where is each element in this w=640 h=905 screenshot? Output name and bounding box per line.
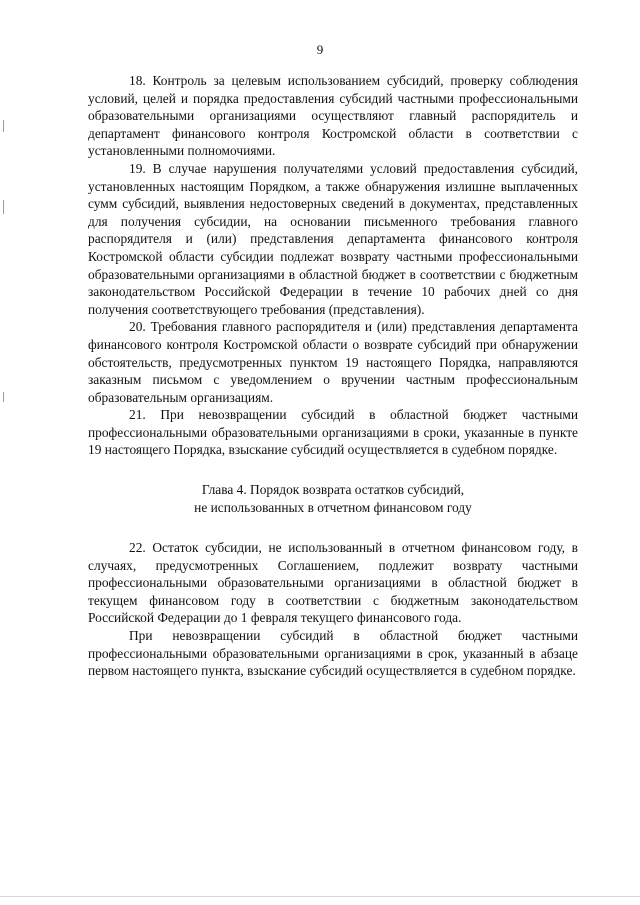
scan-margin-mark xyxy=(3,200,4,214)
chapter-heading-line-2: не использованных в отчетном финансовом году xyxy=(194,500,472,516)
paragraph-21: 21. При невозвращении субсидий в областной бюджет частными профессиональными образовательными организациями в сроки, указанные в пункте 19 настоящего Порядка, взыскание субсидий осуществляется в судебном порядке. xyxy=(88,407,578,458)
chapter-heading-line-1: Глава 4. Порядок возврата остатков субсидий, xyxy=(201,482,465,498)
paragraph-22: 22. Остаток субсидии, не использованный в отчетном финансовом году, в случаях, предусмотренных Соглашением, подлежит возврату частными профессиональными образовательными организациями в областной бюджет в текущем финансовом году в соответствии с бюджетным законодательством Российской Федерации до 1 февраля текущего финансового года. xyxy=(88,540,578,626)
page-number: 9 xyxy=(316,42,324,57)
scan-margin-mark xyxy=(3,120,4,132)
chapter-heading xyxy=(88,481,578,517)
paragraph-19: 19. В случае нарушения получателями условий предоставления субсидий, установленных настоящим Порядком, а также обнаружения излишне выплаченных сумм субсидий, выявления недостоверных сведений в документах, представленных для получения субсидии, на основании письменного требования главного распорядителя и (или) представления департамента финансового контроля Костромской области субсидии подлежат возврату частными профессиональными образовательными организациями в областной бюджет в соответствии с бюджетным законодательством Российской Федерации в течение 10 рабочих дней со дня получения соответствующего требования (представления). xyxy=(88,160,578,317)
paragraph-22-second: При невозвращении субсидий в областной бюджет частными профессиональными образовательными организациями в срок, указанный в абзаце первом настоящего пункта, взыскание субсидий осуществляется в судебном порядке. xyxy=(88,628,578,679)
paragraph-18: 18. Контроль за целевым использованием субсидий, проверку соблюдения условий, целей и порядка предоставления субсидий частными профессиональными образовательными организациями осуществляют главный распорядитель и департамент финансового контроля Костромской области в соответствии с установленными полномочиями. xyxy=(88,73,578,159)
bottom-edge-line xyxy=(0,896,640,897)
paragraph-20: 20. Требования главного распорядителя и (или) представления департамента финансового контроля Костромской области о возврате субсидий при обнаружении обстоятельств, предусмотренных пунктом 19 настоящего Порядка, направляются заказным письмом с уведомлением о вручении частным профессиональным образовательным организациям. xyxy=(88,319,578,405)
document-body xyxy=(88,72,578,680)
scan-margin-mark xyxy=(3,392,4,402)
